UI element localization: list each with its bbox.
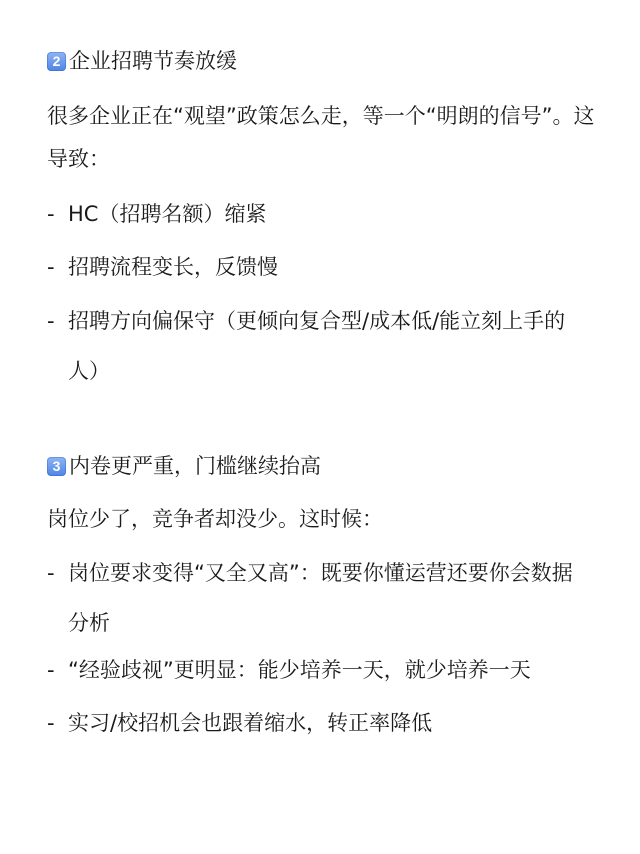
keycap-number-icon: 2 (47, 52, 66, 71)
bullet-marker: - (47, 658, 55, 682)
section-heading-3 (47, 453, 321, 479)
list-item-text: 招聘流程变长，反馈慢 (68, 255, 278, 279)
list-item (47, 296, 607, 396)
list-item-text-continued: 人） (68, 359, 110, 383)
list-item-text: 岗位要求变得“又全又高”：既要你懂运营还要你会数据 (68, 561, 573, 585)
bullet-marker: - (47, 202, 55, 226)
list-item-text-continued: 分析 (68, 611, 110, 635)
paragraph-line: 很多企业正在“观望”政策怎么走，等一个“明朗的信号”。这 (47, 104, 595, 128)
list-item (47, 189, 607, 239)
bullet-marker: - (47, 561, 55, 585)
list-item-text: 实习/校招机会也跟着缩水，转正率降低 (68, 711, 433, 735)
list-item (47, 548, 607, 648)
bullet-marker: - (47, 309, 55, 333)
list-item (47, 698, 607, 748)
list-item (47, 645, 607, 695)
list-item (47, 242, 607, 292)
keycap-number-icon: 3 (47, 457, 66, 476)
paragraph-line: 岗位少了，竞争者却没少。这时候： (47, 507, 383, 531)
paragraph-line: 导致： (47, 147, 110, 171)
section-title: 企业招聘节奏放缓 (69, 49, 237, 73)
list-item-text: “经验歧视”更明显：能少培养一天，就少培养一天 (68, 658, 531, 682)
list-item-text: 招聘方向偏保守（更倾向复合型/成本低/能立刻上手的 (68, 309, 566, 333)
section-title: 内卷更严重，门槛继续抬高 (69, 454, 321, 478)
list-item-text: HC（招聘名额）缩紧 (68, 202, 267, 226)
section-heading-2 (47, 48, 237, 74)
bullet-marker: - (47, 255, 55, 279)
bullet-marker: - (47, 711, 55, 735)
